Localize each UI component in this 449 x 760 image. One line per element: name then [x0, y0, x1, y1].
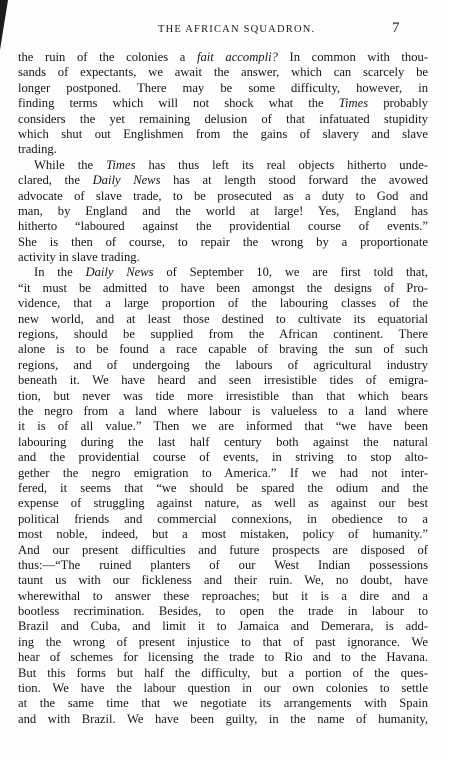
text-line: finding terms which will not shock what the Times probably	[18, 96, 428, 111]
text-line: And our present difficulties and future prospects are disposed of	[18, 542, 428, 557]
text-line: taunt us with our fickleness and their ruin. We, no doubt, have	[18, 573, 428, 588]
text-line: longer postponed. There may be some difficulty, however, in	[18, 80, 428, 95]
running-head	[0, 20, 449, 40]
text-line: alone is to be found a race capable of braving the sun of such	[18, 342, 428, 357]
text-line: sands of expectants, we await the answer, which can scarcely be	[18, 65, 428, 80]
text-line: the negro from a land where labour is valueless to a land where	[18, 403, 428, 418]
text-line: and with Brazil. We have been guilty, in the name of humanity,	[18, 711, 428, 726]
text-line: gether the negro emigration to America.” If we had not inter-	[18, 465, 428, 480]
text-line: at the same time that we negotiate its arrangements with Spain	[18, 696, 428, 711]
text-line: political friends and commercial connexions, in obedience to a	[18, 511, 428, 526]
text-line: advocate of slave trade, to be prosecuted as a duty to God and	[18, 188, 428, 203]
text-line: ing the wrong of present injustice to that of past ignorance. We	[18, 634, 428, 649]
text-line: “it must be admitted to have been amongst the designs of Pro-	[18, 280, 428, 295]
text-line: labouring during the last half century both against the natural	[18, 434, 428, 449]
text-line: expense of struggling against nature, as well as against our best	[18, 496, 428, 511]
text-line: thus:—“The ruined planters of our West Indian possessions	[18, 557, 428, 572]
text-line: In the Daily News of September 10, we are first told that,	[34, 265, 428, 280]
text-line: it is of all value.” Then we are informed that “we have been	[18, 419, 428, 434]
text-line: wherewithal to answer these reproaches; but it is a dire and a	[18, 588, 428, 603]
text-line: tion, but never was tide more irresistible than that which bears	[18, 388, 428, 403]
text-line: most noble, indeed, but a most mistaken, policy of humanity.”	[18, 527, 428, 542]
text-line: vidence, that a large proportion of the labouring classes of the	[18, 296, 428, 311]
text-line: regions, and of undergoing the labours of agricultural industry	[18, 357, 428, 372]
text-line: bootless recrimination. Besides, to open the trade in labour to	[18, 604, 428, 619]
text-line: hitherto “laboured against the providential course of events.”	[18, 219, 428, 234]
page-number: 7	[392, 20, 400, 36]
text-line: new world, and at least those destined to cultivate its equatorial	[18, 311, 428, 326]
running-title: THE AFRICAN SQUADRON.	[158, 24, 316, 35]
text-line: hear of schemes for licensing the trade to Rio and to the Havana.	[18, 650, 428, 665]
text-line: While the Times has thus left its real objects hitherto unde-	[34, 157, 428, 172]
text-line: man, by England and the world at large! Yes, England has	[18, 203, 428, 218]
text-line: regions, should be supplied from the African continent. There	[18, 327, 428, 342]
text-line: trading.	[18, 142, 57, 157]
text-line: beneath it. We have heard and seen irresistible tides of emigra-	[18, 373, 428, 388]
text-line: activity in slave trading.	[18, 250, 140, 265]
text-line: She is then of course, to repair the wrong by a proportionate	[18, 234, 428, 249]
body-text	[18, 50, 428, 727]
text-line: But this forms but half the difficulty, but a portion of the ques-	[18, 665, 428, 680]
text-line: which shut out Englishmen from the gains of slavery and slave	[18, 126, 428, 141]
text-line: and the providential course of events, in striving to stop alto-	[18, 450, 428, 465]
text-line: considers the yet remaining delusion of that infatuated stupidity	[18, 111, 428, 126]
text-line: tion. We have the labour question in our own colonies to settle	[18, 681, 428, 696]
text-line: clared, the Daily News has at length stood forward the avowed	[18, 173, 428, 188]
text-line: fered, it seems that “we should be spared the odium and the	[18, 480, 428, 495]
text-line: the ruin of the colonies a fait accompli? In common with thou-	[18, 50, 428, 64]
text-line: Brazil and Cuba, and limit it to Jamaica and Demerara, is add-	[18, 619, 428, 634]
